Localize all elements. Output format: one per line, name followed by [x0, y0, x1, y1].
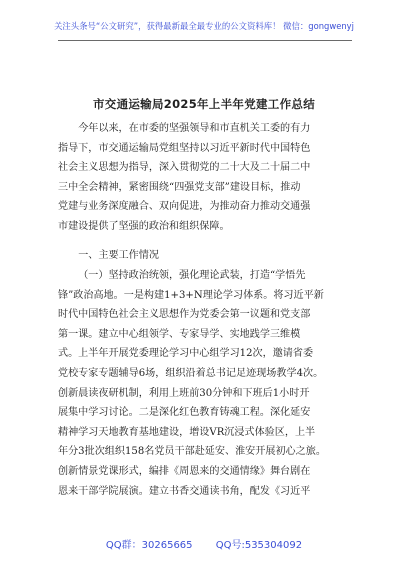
- text-line: 三中全会精神，紧密围绕“四强党支部”建设目标，推动: [58, 181, 301, 193]
- text-line: 市建设提供了坚强的政治和组织保障。: [58, 220, 230, 232]
- text-line: 指导下，市交通运输局党组坚持以习近平新时代中国特色: [58, 142, 311, 154]
- qq-group-number: QQ群：30265665: [105, 540, 193, 551]
- text-line: 精神学习天地教育基地建设，增设VR沉浸式体验区，上半: [58, 426, 316, 438]
- text-line: 时代中国特色社会主义思想作为党委会第一议题和党支部: [58, 309, 311, 321]
- promo-header: 关注头条号“公文研究”，获得最新最全最专业的公文资料库！ 微信：gongwenyj: [54, 21, 354, 31]
- contact-footer: [0, 536, 408, 551]
- text-line: 党校专家专题辅导6场，组织沿着总书记足迹现场教学4次。: [58, 367, 324, 379]
- text-line: 创新晨读夜研机制，利用上班前30分钟和下班后1小时开: [58, 387, 310, 399]
- section-heading: [58, 246, 358, 266]
- qq-number: QQ号:535304092: [215, 540, 303, 551]
- text-line: 式。上半年开展党委理论学习中心组学习12次，邀请省委: [58, 348, 314, 360]
- header-divider: [58, 40, 352, 41]
- text-line: 年分3批次组织158名党员干部赴延安、淮安开展初心之旅。: [58, 446, 326, 458]
- text-line: 今年以来，在市委的坚强领导和市直机关工委的有力: [78, 123, 311, 134]
- section-1-heading: 一、主要工作情况: [78, 250, 159, 261]
- text-line: 恩来干部学院展演。建立书香交通读书角，配发《习近平: [58, 485, 311, 497]
- intro-paragraph: [58, 119, 358, 237]
- text-line: 锋”政治高地。一是构建1+3+N理论学习体系。将习近平新: [58, 289, 324, 301]
- text-line: 社会主义思想为指导，深入贯彻党的二十大及二十届二中: [58, 162, 311, 174]
- text-line: 第一课。建立中心组领学、专家导学、实地践学三维模: [58, 328, 301, 340]
- text-line: 创新情景党课形式，编排《周恩来的交通情缘》舞台剧在: [58, 465, 311, 477]
- text-line: （一）坚持政治统领，强化理论武装，打造“学悟先: [78, 270, 306, 281]
- text-line: 展集中学习讨论。二是深化红色教育铸魂工程。深化延安: [58, 407, 311, 419]
- document-title: 市交通运输局2025年上半年党建工作总结: [92, 97, 315, 111]
- section-1-paragraph: [58, 266, 358, 501]
- text-line: 党建与业务深度融合、双向促进，为推动奋力推动交通强: [58, 201, 311, 213]
